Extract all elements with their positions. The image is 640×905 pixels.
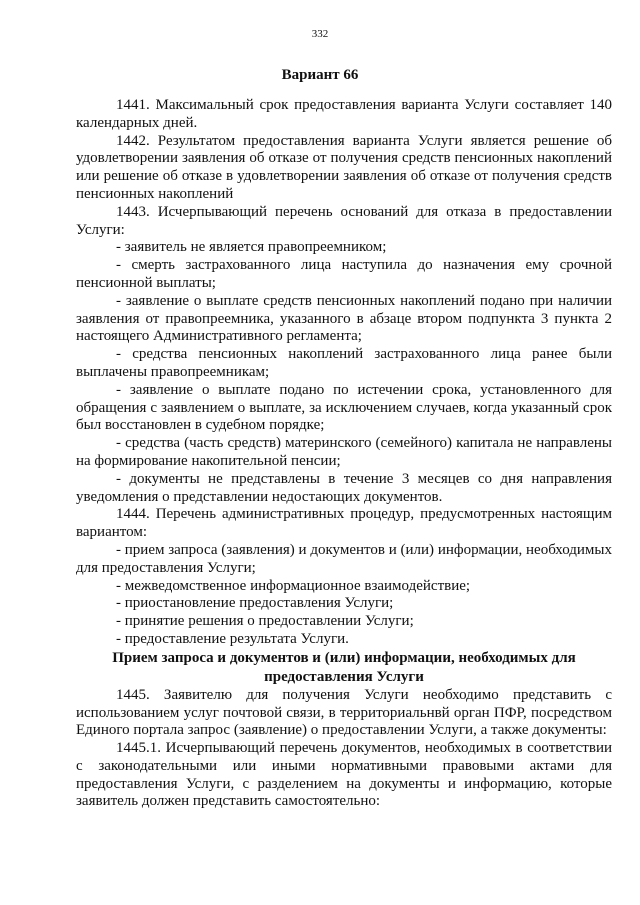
list-item: - средства (часть средств) материнского (семейного) капитала не направлены на формирование накопительной пенсии; <box>76 435 612 469</box>
paragraph: 1444. Перечень административных процедур, предусмотренных настоящим вариантом: <box>76 506 612 541</box>
list-item: - заявление о выплате средств пенсионных накоплений подано при наличии заявления от правопреемника, указанного в абзаце втором подпункта 3 пункта 2 настоящего Административного регламента; <box>76 292 612 345</box>
list-item: - смерть застрахованного лица наступила до назначения ему срочной пенсионной выплаты; <box>76 257 612 291</box>
list-item: - прием запроса (заявления) и документов и (или) информации, необходимых для предоставления Услуги; <box>76 541 612 576</box>
list-item: - документы не представлены в течение 3 месяцев со дня направления уведомления о представлении недостающих документов. <box>76 470 612 505</box>
section-heading: Прием запроса и документов и (или) информации, необходимых для предоставления Услуги <box>112 649 576 685</box>
list-item: - приостановление предоставления Услуги; <box>116 595 394 612</box>
variant-heading: Вариант 66 <box>281 67 359 83</box>
paragraph: 1442. Результатом предоставления варианта Услуги является решение об удовлетворении заявления об отказе от получения средств пенсионных накоплений или решение об отказе в удовлетворении заявления об отказе от получения средств пенсионных накоплений <box>76 132 612 202</box>
paragraph: 1443. Исчерпывающий перечень оснований для отказа в предоставлении Услуги: <box>76 203 612 238</box>
paragraph: 1445. Заявителю для получения Услуги необходимо представить с использованием услуг почтовой связи, в территориальнвй орган ПФР, посредством Единого портала запрос (заявление) о предоставлении Услуги, а также документы: <box>76 686 612 739</box>
list-item: - принятие решения о предоставлении Услуги; <box>116 613 414 630</box>
list-item: - заявитель не является правопреемником; <box>116 239 387 256</box>
page-number: 332 <box>311 28 329 40</box>
list-item: - предоставление результата Услуги. <box>116 630 349 647</box>
list-item: - средства пенсионных накоплений застрахованного лица ранее были выплачены правопреемникам; <box>76 346 612 380</box>
list-item: - межведомственное информационное взаимодействие; <box>116 577 471 594</box>
paragraph: 1441. Максимальный срок предоставления варианта Услуги составляет 140 календарных дней. <box>76 97 612 131</box>
list-item: - заявление о выплате подано по истечении срока, установленного для обращения с заявлением о выплате, за исключением случаев, когда указанный срок был восстановлен в судебном порядке; <box>76 381 612 434</box>
paragraph: 1445.1. Исчерпывающий перечень документов, необходимых в соответствии с законодательными или иными нормативными правовыми актами для предоставления Услуги, с разделением на документы и информацию, которые заявитель должен представить самостоятельно: <box>76 740 612 810</box>
document-body <box>76 97 612 811</box>
